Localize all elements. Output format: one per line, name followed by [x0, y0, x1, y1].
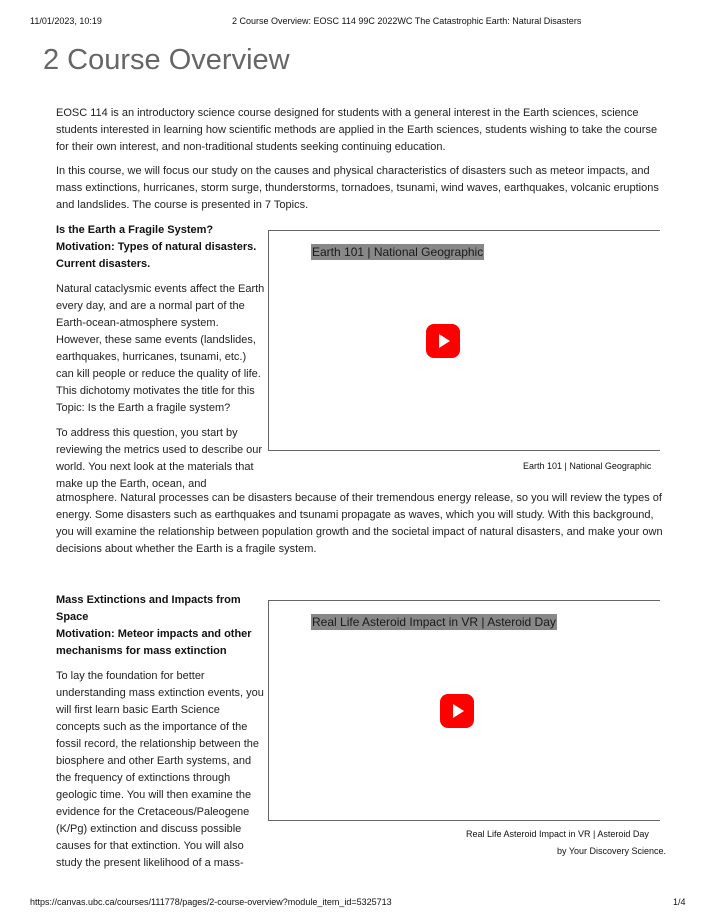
- topic2-motivation: Motivation: Meteor impacts and other: [56, 628, 252, 640]
- topic2-heading: Mass Extinctions and Impacts from: [56, 594, 241, 606]
- topic1-text-column: [56, 222, 266, 493]
- topic2-heading-cont: Space: [56, 611, 89, 623]
- print-page-number: 1/4: [673, 897, 686, 907]
- topic1-paragraph-2-start: To address this question, you start by reviewing the metrics used to describe our world. You next look at the materials that make up the Earth, ocean, and: [56, 427, 263, 490]
- video-caption-credit: by Your Discovery Science.: [557, 846, 667, 856]
- topic2-text-column: [56, 592, 266, 872]
- youtube-play-icon[interactable]: [440, 694, 474, 728]
- intro-paragraph-2: In this course, we will focus our study on the causes and physical characteristics of disasters such as meteor impacts, and mass extinctions, hurricanes, storm surge, thunderstorms, tornadoes, tsunami, wind waves, earthquakes, volcanic eruptions and landslides. The course is presented in 7 Topics.: [56, 165, 659, 211]
- topic1-paragraph-1: Natural cataclysmic events affect the Earth every day, and are a normal part of the Earth-ocean-atmosphere system. However, these same events (landslides, earthquakes, hurricanes, tsunami, etc.) can kill people or reduce the quality of life. This dichotomy motivates the title for this Topic: Is the Earth a fragile system?: [56, 283, 265, 414]
- video-caption: Real Life Asteroid Impact in VR | Asteroid Day: [466, 829, 649, 839]
- topic1-motivation: Motivation: Types of natural disasters.: [56, 241, 257, 253]
- topic1-heading: Is the Earth a Fragile System?: [56, 224, 214, 236]
- topic1-paragraph-2-rest: atmosphere. Natural processes can be disasters because of their tremendous energy release, so you will review the types of energy. Some disasters such as earthquakes and tsunami propagate as waves, which you will study. With this background, you will examine the relationship between population growth and the societal impact of natural disasters, and make your own decisions about whether the Earth is a fragile system.: [56, 492, 663, 555]
- topic2-paragraph-1: To lay the foundation for better understanding mass extinction events, you will first learn basic Earth Science concepts such as the importance of the fossil record, the relationship between the biosphere and other Earth systems, and the frequency of extinctions through geologic time. You will then examine the evidence for the Cretaceous/Paleogene (K/Pg) extinction and discuss possible causes for that extinction. You will also study the present likelihood of a mass-: [56, 670, 264, 869]
- print-document-title: 2 Course Overview: EOSC 114 99C 2022WC The Catastrophic Earth: Natural Disasters: [232, 16, 582, 26]
- video-title[interactable]: Earth 101 | National Geographic: [312, 245, 484, 259]
- intro-paragraph-1: EOSC 114 is an introductory science course designed for students with a general interest in the Earth sciences, science students interested in learning how scientific methods are applied in the Earth sciences, students wishing to take the course for their own interest, and non-traditional students seeking continuing education.: [56, 107, 658, 153]
- video-title[interactable]: Real Life Asteroid Impact in VR | Asteroid Day: [312, 615, 556, 629]
- youtube-play-icon[interactable]: [426, 324, 460, 358]
- topic1-motivation-cont: Current disasters.: [56, 258, 151, 270]
- video-embed-earth-101[interactable]: [268, 230, 660, 451]
- page-title: 2 Course Overview: [43, 44, 290, 76]
- print-url: https://canvas.ubc.ca/courses/111778/pages/2-course-overview?module_item_id=5325713: [30, 897, 392, 907]
- video-embed-asteroid-impact[interactable]: [268, 600, 660, 821]
- video-caption: Earth 101 | National Geographic: [523, 461, 652, 471]
- topic2-motivation-cont: mechanisms for mass extinction: [56, 645, 227, 657]
- print-datetime: 11/01/2023, 10:19: [30, 16, 102, 26]
